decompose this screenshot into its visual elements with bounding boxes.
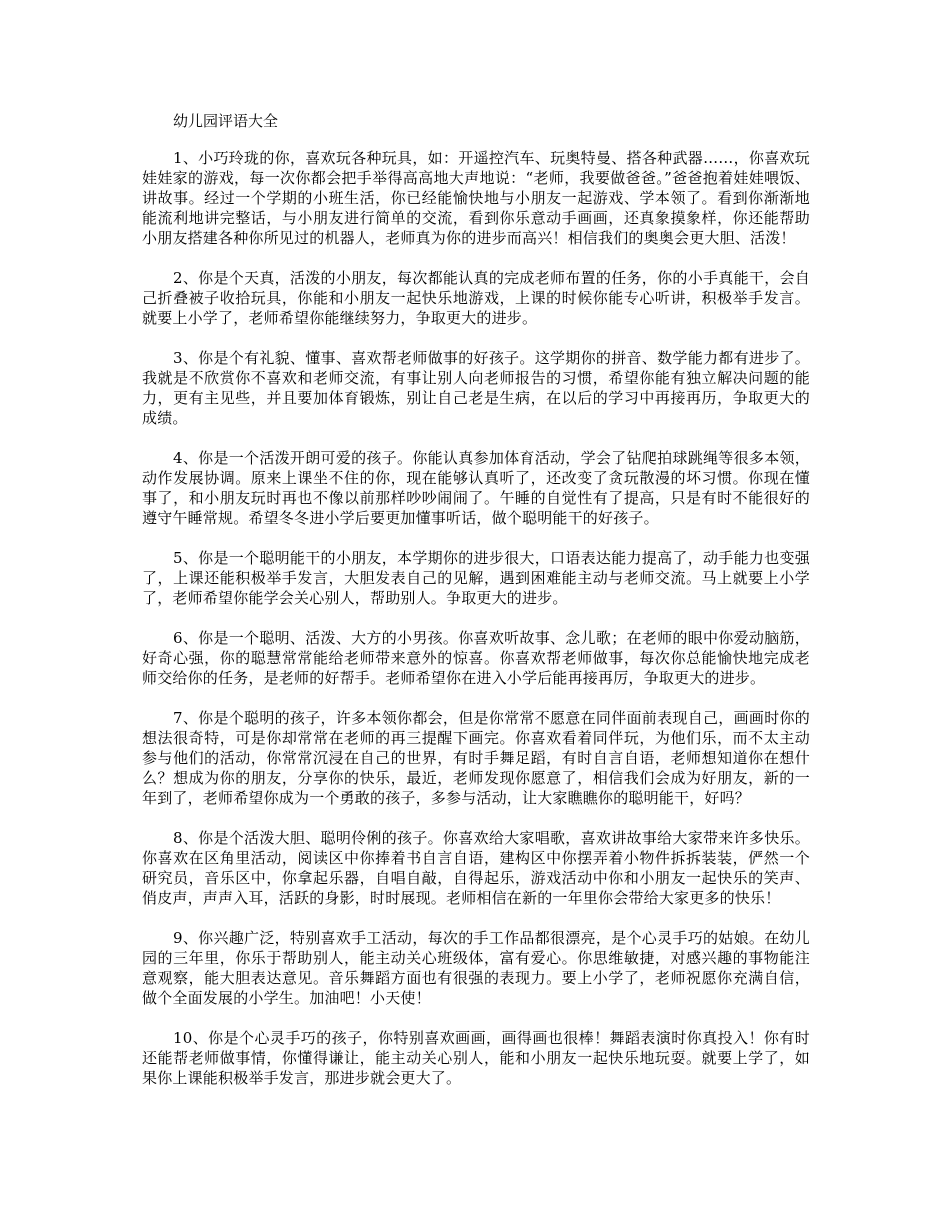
comment-paragraph: 3、你是个有礼貌、懂事、喜欢帮老师做事的好孩子。这学期你的拼音、数学能力都有进步了。我就是不欣赏你不喜欢和老师交流，有事让别人向老师报告的习惯，希望你能有独立解决问题的能力，更有主见些，并且要加体育锻炼，别让自己老是生病，在以后的学习中再接再历，争取更大的成绩。 [142,349,810,427]
comment-paragraph: 4、你是一个活泼开朗可爱的孩子。你能认真参加体育活动，学会了钻爬拍球跳绳等很多本领，动作发展协调。原来上课坐不住的你，现在能够认真听了，还改变了贪玩散漫的坏习惯。你现在懂事了，和小朋友玩时再也不像以前那样吵吵闹闹了。午睡的自觉性有了提高，只是有时不能很好的遵守午睡常规。希望冬冬进小学后要更加懂事听话，做个聪明能干的好孩子。 [142,449,810,527]
comment-paragraph: 9、你兴趣广泛，特别喜欢手工活动，每次的手工作品都很漂亮，是个心灵手巧的姑娘。在幼儿园的三年里，你乐于帮助别人，能主动关心班级体，富有爱心。你思维敏捷，对感兴趣的事物能注意观察，能大胆表达意见。音乐舞蹈方面也有很强的表现力。要上小学了，老师祝愿你充满自信，做个全面发展的小学生。加油吧！小天使！ [142,929,810,1007]
comment-paragraph: 10、你是个心灵手巧的孩子，你特别喜欢画画，画得画也很棒！舞蹈表演时你真投入！你有时还能帮老师做事情，你懂得谦让，能主动关心别人，能和小朋友一起快乐地玩耍。就要上学了，如果你上课能积极举手发言，那进步就会更大了。 [142,1029,810,1087]
comment-paragraph: 5、你是一个聪明能干的小朋友，本学期你的进步很大，口语表达能力提高了，动手能力也变强了，上课还能积极举手发言，大胆发表自己的见解，遇到困难能主动与老师交流。马上就要上小学了，老师希望你能学会关心别人，帮助别人。争取更大的进步。 [142,549,810,607]
document-body [142,148,810,1108]
document-title: 幼儿园评语大全 [173,112,279,130]
comment-paragraph: 8、你是个活泼大胆、聪明伶俐的孩子。你喜欢给大家唱歌，喜欢讲故事给大家带来许多快乐。你喜欢在区角里活动，阅读区中你捧着书自言自语，建构区中你摆弄着小物件拆拆装装，俨然一个研究员，音乐区中，你拿起乐器，自唱自敲，自得起乐，游戏活动中你和小朋友一起快乐的笑声、俏皮声，声声入耳，活跃的身影，时时展现。老师相信在新的一年里你会带给大家更多的快乐！ [142,829,810,907]
comment-paragraph: 2、你是个天真，活泼的小朋友，每次都能认真的完成老师布置的任务，你的小手真能干，会自己折叠被子收拾玩具，你能和小朋友一起快乐地游戏，上课的时候你能专心听讲，积极举手发言。就要上小学了，老师希望你能继续努力，争取更大的进步。 [142,269,810,327]
comment-paragraph: 7、你是个聪明的孩子，许多本领你都会，但是你常常不愿意在同伴面前表现自己，画画时你的想法很奇特，可是你却常常在老师的再三提醒下画完。你喜欢看着同伴玩，为他们乐，而不太主动参与他们的活动，你常常沉浸在自己的世界，有时手舞足蹈，有时自言自语，老师想知道你在想什么？想成为你的朋友，分享你的快乐，最近，老师发现你愿意了，相信我们会成为好朋友，新的一年到了，老师希望你成为一个勇敢的孩子，多参与活动，让大家瞧瞧你的聪明能干，好吗？ [142,709,810,807]
comment-paragraph: 6、你是一个聪明、活泼、大方的小男孩。你喜欢听故事、念儿歌；在老师的眼中你爱动脑筋，好奇心强，你的聪慧常常能给老师带来意外的惊喜。你喜欢帮老师做事，每次你总能愉快地完成老师交给你的任务，是老师的好帮手。老师希望你在进入小学后能再接再厉，争取更大的进步。 [142,629,810,687]
comment-paragraph: 1、小巧玲珑的你，喜欢玩各种玩具，如：开遥控汽车、玩奥特曼、搭各种武器……，你喜欢玩娃娃家的游戏，每一次你都会把手举得高高地大声地说：“老师，我要做爸爸。”爸爸抱着娃娃喂饭、讲故事。经过一个学期的小班生活，你已经能愉快地与小朋友一起游戏、学本领了。看到你渐渐地能流利地讲完整话，与小朋友进行简单的交流，看到你乐意动手画画，还真象摸象样，你还能帮助小朋友搭建各种你所见过的机器人，老师真为你的进步而高兴！相信我们的奥奥会更大胆、活泼！ [142,149,810,247]
